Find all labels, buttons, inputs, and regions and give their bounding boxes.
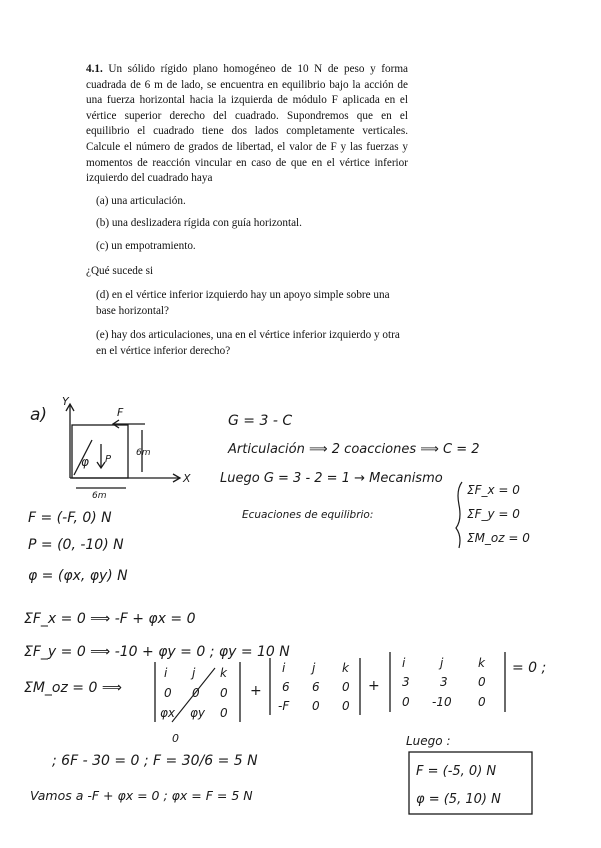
plus-sign-2: + bbox=[368, 678, 380, 694]
det2-a21: 6 bbox=[282, 680, 290, 694]
det3-a21: 3 bbox=[402, 675, 410, 689]
det2-a23: 0 bbox=[342, 680, 350, 694]
solve-phix-line: Vamos a -F + φx = 0 ; φx = F = 5 N bbox=[30, 788, 253, 803]
det1-a32: φy bbox=[190, 706, 206, 720]
plus-sign-1: + bbox=[250, 683, 262, 699]
det2-a22: 6 bbox=[312, 680, 320, 694]
det2-k: k bbox=[342, 661, 349, 675]
equilibrium-eq-moz: ΣM_oz = 0 bbox=[467, 531, 530, 545]
det3-a33: 0 bbox=[478, 695, 486, 709]
vector-phi: φ = (φx, φy) N bbox=[28, 568, 128, 584]
articulation-line: Articulación ⟹ 2 coacciones ⟹ C = 2 bbox=[228, 442, 480, 457]
zero-mark: 0 bbox=[172, 732, 179, 745]
result-phi: φ = (5, 10) N bbox=[416, 792, 501, 807]
det2-a33: 0 bbox=[342, 699, 350, 713]
det3-a22: 3 bbox=[440, 675, 448, 689]
det3-a31: 0 bbox=[402, 695, 410, 709]
det1-a22: 0 bbox=[192, 686, 200, 700]
det2-a32: 0 bbox=[312, 699, 320, 713]
det1-a23: 0 bbox=[220, 686, 228, 700]
result-f: F = (-5, 0) N bbox=[416, 764, 497, 779]
y-axis-label: Y bbox=[62, 395, 69, 408]
x-axis-label: X bbox=[183, 472, 191, 485]
determinant-2 bbox=[270, 658, 360, 715]
det1-j: j bbox=[192, 666, 196, 680]
reaction-label: φ bbox=[81, 455, 89, 469]
det3-a32: -10 bbox=[432, 695, 452, 709]
det3-i: i bbox=[402, 656, 406, 670]
equations-brace bbox=[456, 482, 462, 548]
vector-f: F = (-F, 0) N bbox=[28, 510, 112, 526]
det1-i: i bbox=[164, 666, 168, 680]
item-b: (b) una deslizadera rígida con guía horizontal. bbox=[96, 217, 302, 230]
det2-a31: -F bbox=[278, 699, 290, 713]
force-label: F bbox=[117, 406, 124, 419]
sum-fy-line: ΣF_y = 0 ⟹ -10 + φy = 0 ; φy = 10 N bbox=[24, 644, 290, 660]
square-body bbox=[72, 425, 128, 478]
det3-k: k bbox=[478, 656, 485, 670]
solve-f-line: ; 6F - 30 = 0 ; F = 30/6 = 5 N bbox=[52, 753, 258, 769]
weight-label: P bbox=[105, 454, 112, 465]
det2-i: i bbox=[282, 661, 286, 675]
problem-text: Un sólido rígido plano homogéneo de 10 N de peso y forma cuadrada de 6 m de lado, se encuentra en equilibrio bajo la acción de una fuerza horizontal hacia la izquierda de módulo F aplicada en el vértice superior derecho del cuadrado. Supondremos que en el equilibrio el cuadrado tiene dos lados completamente verticales. Calcule el número de grados de libertad, el valor de F y las fuerzas y momentos de reacción vincular en caso de que en el vértice inferior izquierdo del cuadrado haya bbox=[86, 63, 409, 185]
determinant-result: = 0 ; bbox=[512, 660, 547, 676]
det3-a23: 0 bbox=[478, 675, 486, 689]
sum-fx-line: ΣF_x = 0 ⟹ -F + φx = 0 bbox=[24, 611, 196, 627]
problem-number: 4.1. bbox=[86, 63, 103, 75]
question-text: ¿Qué sucede si bbox=[86, 264, 154, 277]
item-c: (c) un empotramiento. bbox=[96, 239, 196, 252]
det1-a31: φx bbox=[160, 706, 176, 720]
dof-formula: G = 3 - C bbox=[228, 413, 293, 429]
side-dimension-label: 6m bbox=[136, 448, 151, 458]
luego-label: Luego : bbox=[406, 734, 451, 748]
dof-result: Luego G = 3 - 2 = 1 → Mecanismo bbox=[220, 471, 443, 486]
equilibrium-eq-fx: ΣF_x = 0 bbox=[467, 483, 520, 497]
base-dimension-label: 6m bbox=[92, 491, 107, 501]
item-a: (a) una articulación. bbox=[96, 194, 186, 207]
item-d: (d) en el vértice inferior izquierdo hay un apoyo simple sobre una base horizontal? bbox=[96, 289, 390, 317]
det2-j: j bbox=[312, 661, 316, 675]
det1-a33: 0 bbox=[220, 706, 228, 720]
determinant-1 bbox=[155, 662, 240, 722]
equilibrium-eq-fy: ΣF_y = 0 bbox=[467, 507, 520, 521]
equilibrium-label: Ecuaciones de equilibrio: bbox=[242, 509, 374, 521]
vector-p: P = (0, -10) N bbox=[28, 537, 124, 553]
determinant-3 bbox=[390, 652, 505, 712]
det3-j: j bbox=[440, 656, 444, 670]
item-e: (e) hay dos articulaciones, una en el vértice inferior izquierdo y otra en el vértice inferior derecho? bbox=[96, 329, 400, 357]
sum-moz-line: ΣM_oz = 0 ⟹ bbox=[24, 680, 122, 696]
part-label: a) bbox=[30, 405, 48, 425]
det1-k: k bbox=[220, 666, 227, 680]
det1-a21: 0 bbox=[164, 686, 172, 700]
